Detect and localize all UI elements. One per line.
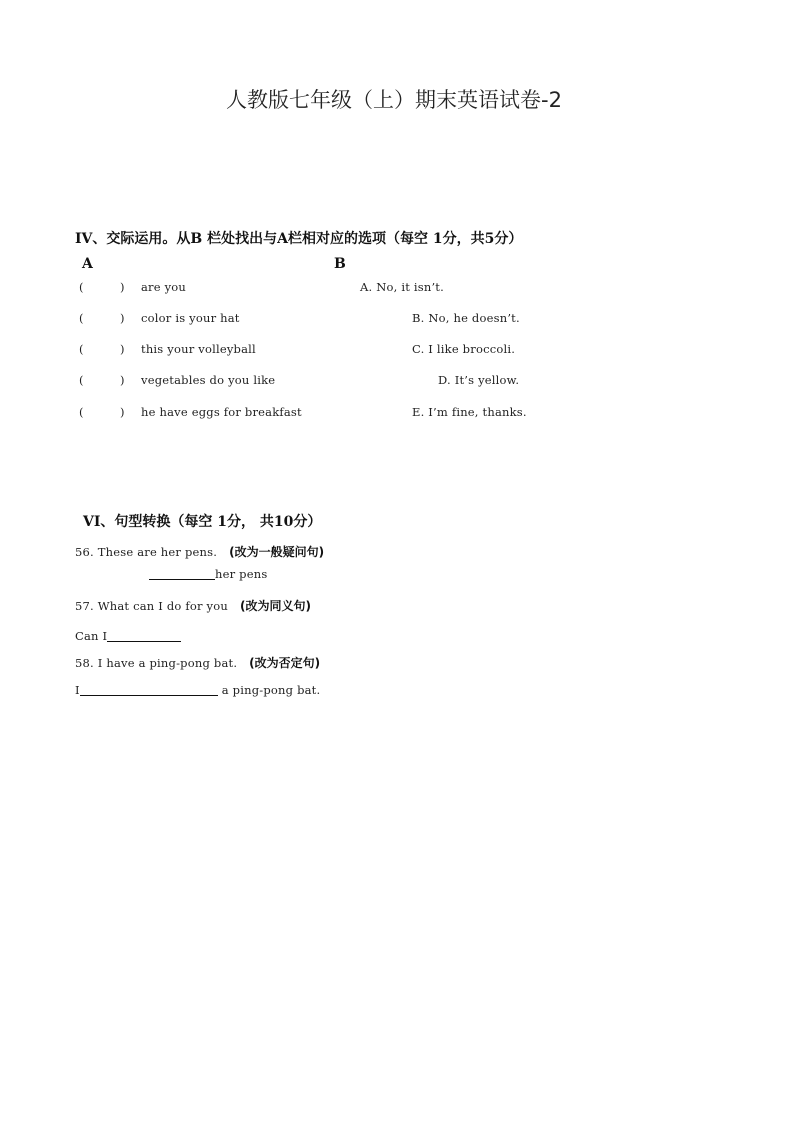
b-item-a: A. No, it isn’t.	[360, 280, 444, 294]
answer-blank[interactable]	[107, 629, 181, 642]
answer-paren-close: )	[120, 280, 125, 294]
question-58-suffix: a ping-pong bat.	[221, 683, 321, 697]
question-56-suffix: her pens	[215, 567, 268, 581]
a-item-1: are you	[141, 280, 187, 294]
b-item-b: B. No, he doesn’t.	[412, 311, 520, 325]
answer-paren-close: )	[120, 342, 125, 356]
question-56	[75, 543, 324, 561]
a-item-4: vegetables do you like	[141, 373, 276, 387]
section-6-heading: VI、句型转换（每空 1分， 共10分）	[83, 514, 322, 530]
question-57-hint: (改为同义句)	[239, 599, 311, 613]
column-b-header: B	[334, 256, 346, 272]
answer-paren-open: (	[79, 311, 84, 325]
b-item-e: E. I’m fine, thanks.	[412, 405, 527, 419]
page-title: 人教版七年级（上）期末英语试卷-2	[226, 88, 562, 112]
b-item-d: D. It’s yellow.	[438, 373, 520, 387]
question-58-hint: (改为否定句)	[249, 656, 321, 670]
answer-blank[interactable]	[149, 567, 215, 580]
question-56-answer-line	[149, 565, 267, 583]
answer-paren-open: (	[79, 280, 84, 294]
question-58-answer-line	[75, 681, 320, 699]
question-57-prefix: Can I	[75, 629, 108, 643]
b-item-c: C. I like broccoli.	[412, 342, 516, 356]
section-4-heading: IV、交际运用。从B 栏处找出与A栏相对应的选项（每空 1分，共5分）	[75, 231, 523, 247]
question-56-text: 56. These are her pens.	[75, 545, 218, 559]
answer-paren-open: (	[79, 405, 84, 419]
question-58-prefix: I	[75, 683, 80, 697]
question-57-answer-line	[75, 627, 181, 645]
question-57-text: 57. What can I do for you	[75, 599, 228, 613]
answer-paren-close: )	[120, 373, 125, 387]
answer-paren-close: )	[120, 405, 125, 419]
a-item-2: color is your hat	[141, 311, 240, 325]
answer-paren-open: (	[79, 342, 84, 356]
answer-paren-close: )	[120, 311, 125, 325]
question-56-hint: (改为一般疑问句)	[229, 545, 325, 559]
question-58	[75, 654, 320, 672]
question-57	[75, 597, 311, 615]
answer-paren-open: (	[79, 373, 84, 387]
a-item-5: he have eggs for breakfast	[141, 405, 302, 419]
column-a-header: A	[82, 256, 93, 272]
answer-blank[interactable]	[80, 683, 218, 696]
question-58-text: 58. I have a ping-pong bat.	[75, 656, 238, 670]
a-item-3: this your volleyball	[141, 342, 256, 356]
